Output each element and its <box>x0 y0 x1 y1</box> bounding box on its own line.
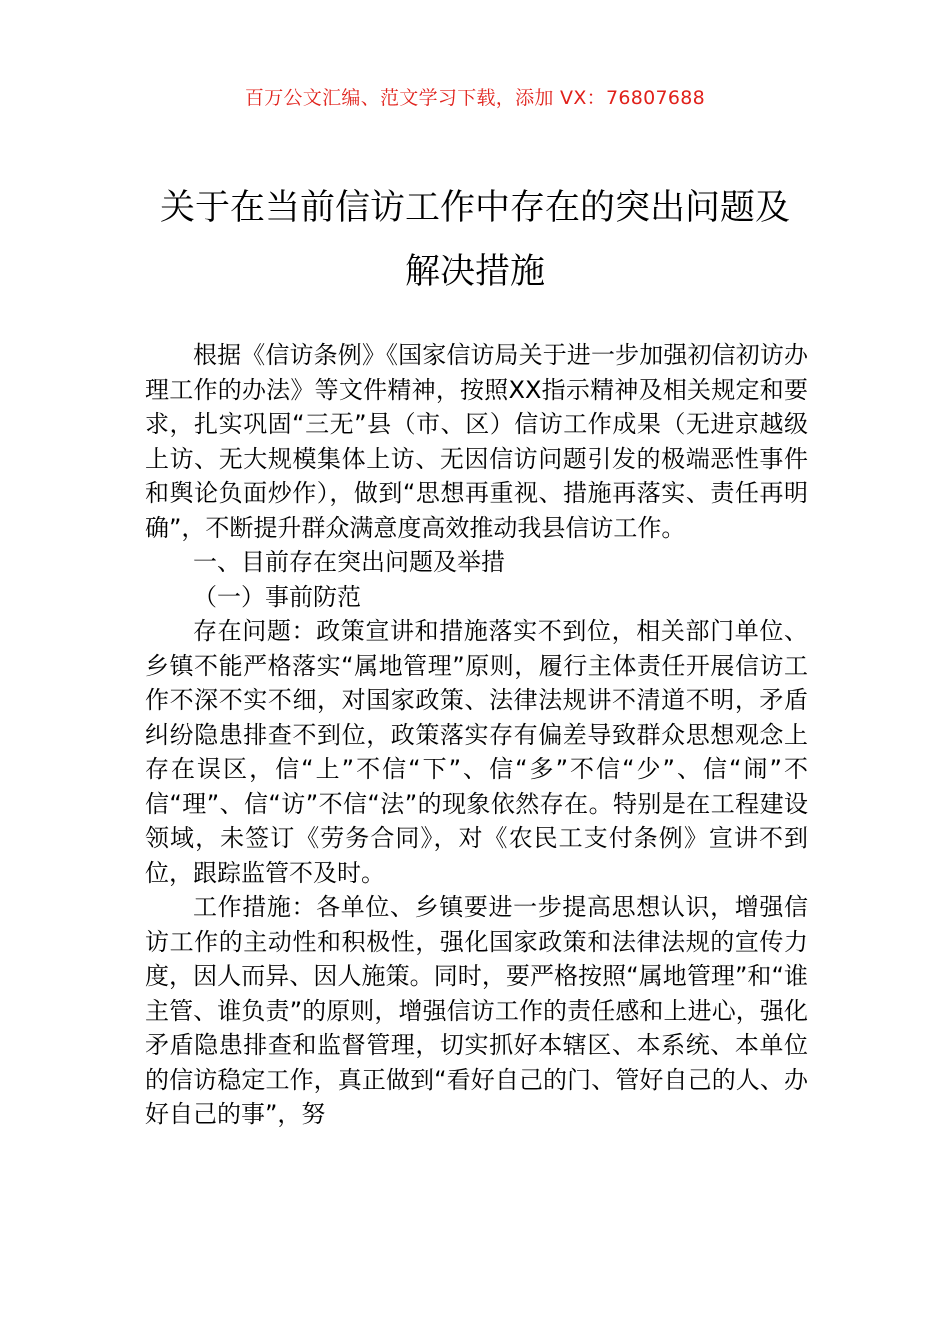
subsection-heading-1: （一）事前防范 <box>193 582 361 611</box>
title-line-2: 解决措施 <box>404 252 545 292</box>
header-contact-note: 百万公文汇编、范文学习下载，添加 VX：76807688 <box>244 87 706 109</box>
intro-paragraph: 根据《信访条例》《国家信访局关于进一步加强初信初访办理工作的办法》等文件精神，按照XX指示精神及相关规定和要求，扎实巩固“三无”县（市、区）信访工作成果（无进京越级上访、无大规模集体上访、无因信访问题引发的极端恶性事件和舆论负面炒作），做到“思想再重视、措施再落实、责任再明确”，不断提升群众满意度高效推动我县信访工作。 <box>145 341 808 542</box>
title-line-1: 关于在当前信访工作中存在的突出问题及 <box>159 188 790 228</box>
document-body <box>145 338 808 1132</box>
section-heading-1: 一、目前存在突出问题及举措 <box>193 548 505 576</box>
measures-paragraph: 工作措施：各单位、乡镇要进一步提高思想认识，增强信访工作的主动性和积极性，强化国家政策和法律法规的宣传力度，因人而异、因人施策。同时，要严格按照“属地管理”和“谁主管、谁负责”的原则，增强信访工作的责任感和上进心，强化矛盾隐患排查和监督管理，切实抓好本辖区、本系统、本单位的信访稳定工作，真正做到“看好自己的门、管好自己的人、办好自己的事”，努 <box>145 893 808 1128</box>
document-title <box>100 176 850 304</box>
problem-paragraph: 存在问题：政策宣讲和措施落实不到位，相关部门单位、乡镇不能严格落实“属地管理”原则，履行主体责任开展信访工作不深不实不细，对国家政策、法律法规讲不清道不明，矛盾纠纷隐患排查不到位，政策落实存有偏差导致群众思想观念上存在误区，信“上”不信“下”、信“多”不信“少”、信“闹”不信“理”、信“访”不信“法”的现象依然存在。特别是在工程建设领域，未签订《劳务合同》，对《农民工支付条例》宣讲不到位，跟踪监管不及时。 <box>145 617 808 887</box>
